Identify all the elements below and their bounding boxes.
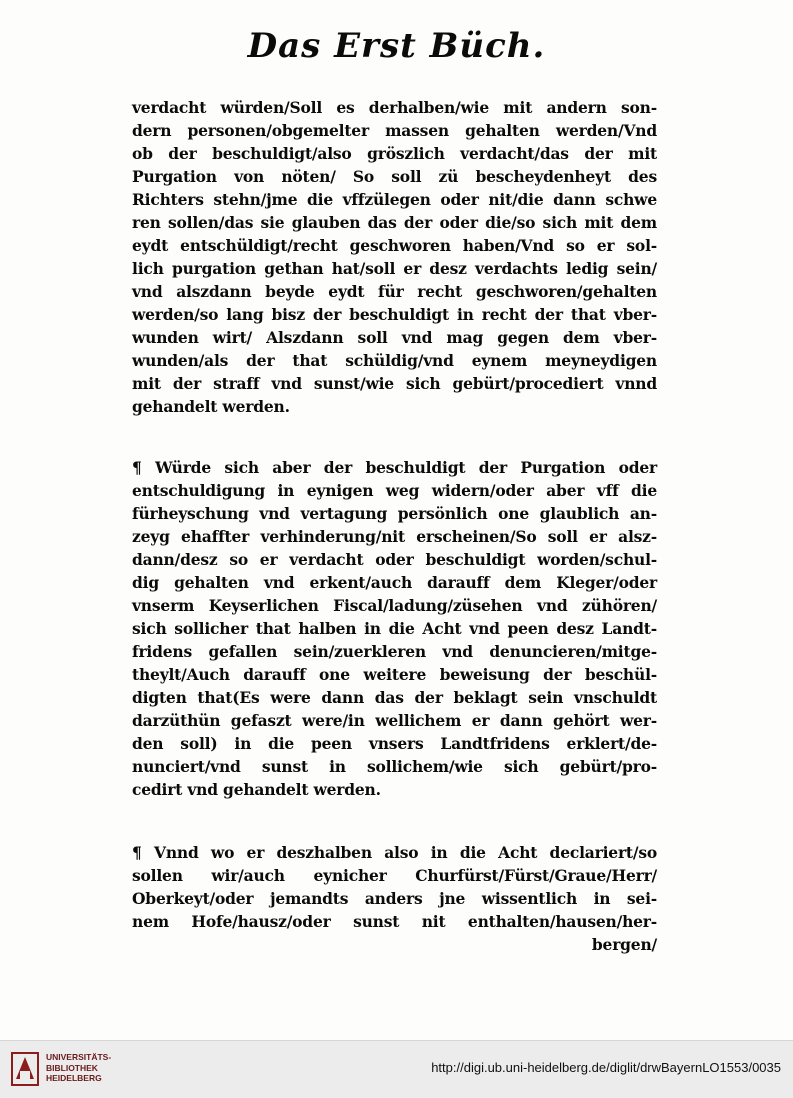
text-line: digten that(Es were dann das der beklagt sein vnschuldt (132, 688, 657, 707)
text-line: ob der beschuldigt/also gröszlich verdacht/das der mit (132, 144, 657, 163)
text-line: wunden/als der that schüldig/vnd eynem meyneydigen (132, 351, 657, 370)
university-library-logo (10, 1049, 40, 1089)
library-name (46, 1052, 126, 1084)
text-line: cedirt vnd gehandelt werden. (132, 780, 381, 799)
text-line: sich sollicher that halben in die Acht vnd peen desz Landt- (132, 619, 657, 638)
text-line: dern personen/obgemelter massen gehalten werden/Vnd (132, 121, 657, 140)
text-line: Richters stehn/jme die vffzülegen oder nit/die dann schwe (132, 190, 657, 209)
text-line: nunciert/vnd sunst in sollichem/wie sich gebürt/pro- (132, 757, 657, 776)
text-line: entschuldigung in eynigen weg widern/oder aber vff die (132, 481, 657, 500)
text-line: Oberkeyt/oder jemandts anders jne wissentlich in sei- (132, 889, 657, 908)
text-line: vnd alszdann beyde eydt für recht geschworen/gehalten (132, 282, 657, 301)
paragraph-3 (132, 841, 657, 956)
text-line: ¶ Würde sich aber der beschuldigt der Purgation oder (132, 458, 657, 477)
text-line: ren sollen/das sie glauben das der oder die/so sich mit dem (132, 213, 657, 232)
text-line: fridens gefallen sein/zuerkleren vnd denuncieren/mitge- (132, 642, 657, 661)
library-name-line: BIBLIOTHEK (46, 1062, 98, 1073)
library-name-line: UNIVERSITÄTS- (46, 1052, 112, 1062)
text-line: mit der straff vnd sunst/wie sich gebürt/procediert vnnd (132, 374, 657, 393)
text-line: zeyg ehaffter verhinderung/nit erscheinen/So soll er alsz- (132, 527, 657, 546)
text-line: lich purgation gethan hat/soll er desz verdachts ledig sein/ (132, 259, 657, 278)
text-line: vnserm Keyserlichen Fiscal/ladung/züsehen vnd zühören/ (132, 596, 657, 615)
permalink-url[interactable]: http://digi.ub.uni-heidelberg.de/diglit/drwBayernLO1553/0035 (431, 1060, 781, 1075)
text-line: dann/desz so er verdacht oder beschuldigt worden/schul- (132, 550, 657, 569)
text-line: werden/so lang bisz der beschuldigt in recht der that vber- (132, 305, 657, 324)
text-line: sollen wir/auch eynicher Churfürst/Fürst/Graue/Herr/ (132, 866, 657, 885)
text-line: gehandelt werden. (132, 397, 290, 416)
text-line: fürheyschung vnd vertagung persönlich one glaublich an- (132, 504, 657, 523)
text-line: ¶ Vnnd wo er deszhalben also in die Acht declariert/so (132, 843, 657, 862)
text-line: den soll) in die peen vnsers Landtfridens erklert/de- (132, 734, 657, 753)
text-line: nem Hofe/hausz/oder sunst nit enthalten/hausen/her- (132, 912, 657, 931)
paragraph-2 (132, 456, 657, 801)
page-heading: Das Erst Büch. (247, 26, 546, 66)
paragraph-1 (132, 96, 657, 418)
text-line: wunden wirt/ Alszdann soll vnd mag gegen dem vber- (132, 328, 657, 347)
library-footer (0, 1040, 793, 1098)
text-line: eydt entschüldigt/recht geschworen haben/Vnd so er sol- (132, 236, 657, 255)
library-name-line: HEIDELBERG (46, 1073, 102, 1083)
text-line: Purgation von nöten/ So soll zü bescheydenheyt des (132, 167, 657, 186)
text-line: verdacht würden/Soll es derhalben/wie mit andern son- (132, 98, 657, 117)
text-line: theylt/Auch darauff one weitere beweisung der beschül- (132, 665, 657, 684)
text-line: dig gehalten vnd erkent/auch darauff dem Kleger/oder (132, 573, 657, 592)
catchword: bergen/ (591, 935, 657, 954)
text-line: darzüthün gefaszt were/in wellichem er dann gehört wer- (132, 711, 657, 730)
